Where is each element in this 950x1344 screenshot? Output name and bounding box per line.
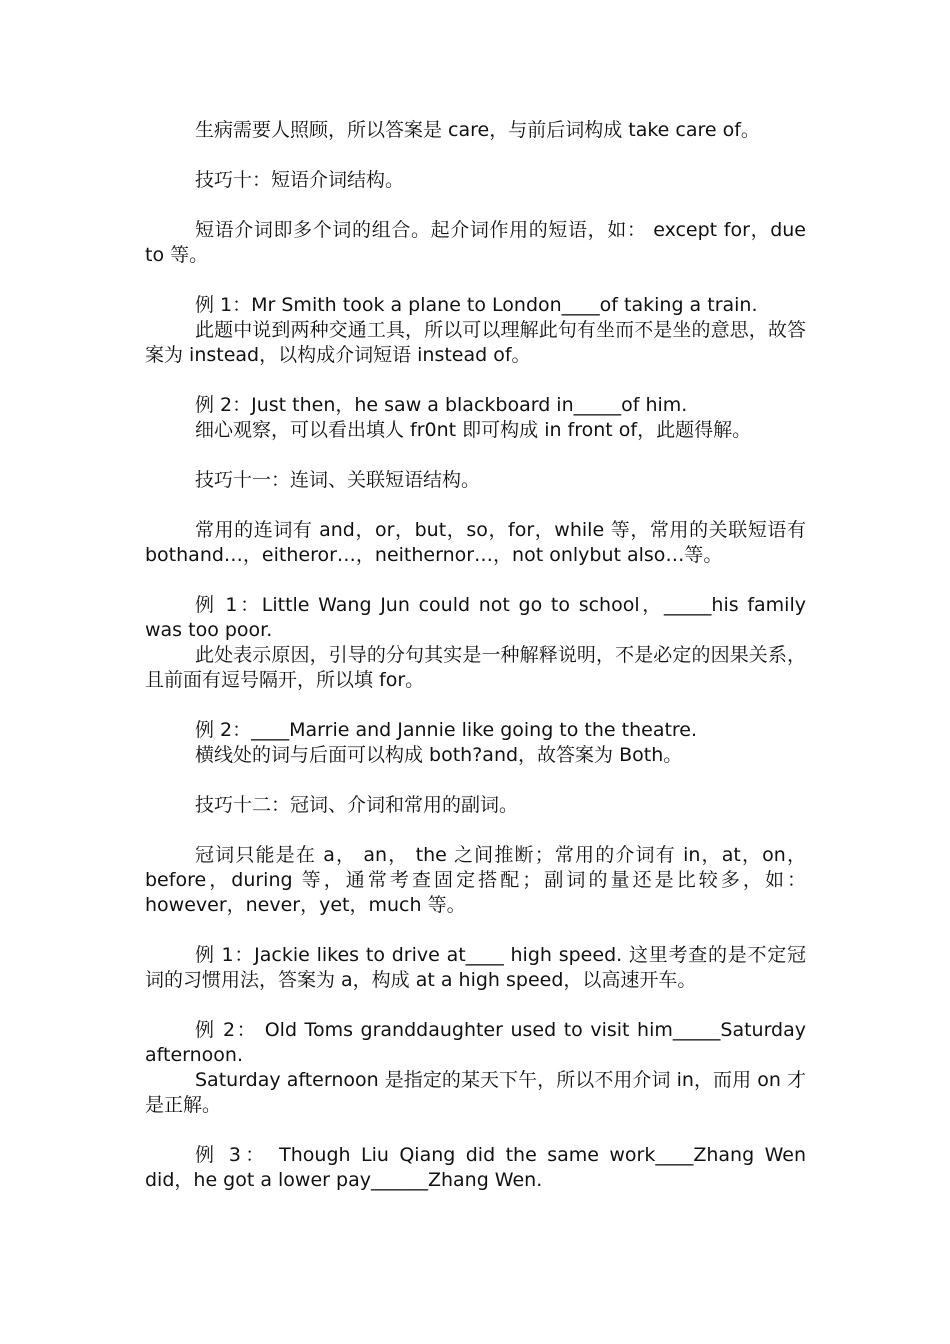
explanation-for: 此处表示原因，引导的分句其实是一种解释说明，不是必定的因果关系，且前面有逗号隔开，所以填 for。 [145, 644, 806, 691]
paragraph-gap [145, 768, 806, 793]
explanation-instead: 此题中说到两种交通工具，所以可以理解此句有坐而不是坐的意思，故答案为 instead，以构成介词短语 instead of。 [145, 319, 806, 366]
paragraph-gap [145, 1118, 806, 1143]
paragraph-gap [145, 918, 806, 943]
paragraph-gap [145, 693, 806, 718]
paragraph-gap [145, 568, 806, 593]
heading-tip-10: 技巧十：短语介词结构。 [195, 169, 405, 191]
paragraph-conjunctions-intro: 常用的连词有 and，or，but，so，for，while 等，常用的关联短语有 bothand…，eitheror…，neithernor…，not onlybut also…等。 [145, 519, 806, 566]
paragraph-gap [145, 993, 806, 1018]
paragraph-articles-intro: 冠词只能是在 a， an， the 之间推断；常用的介词有 in，at，on，before，during 等，通常考查固定搭配；副词的量还是比较多，如：however，never，yet，much 等。 [145, 844, 806, 916]
explanation-front: 细心观察，可以看出填人 fr0nt 即可构成 in front of，此题得解。 [195, 419, 752, 441]
paragraph-gap [145, 443, 806, 468]
paragraph-gap [145, 143, 806, 168]
example-1-high-speed: 例 1：Jackie likes to drive at____ high speed. 这里考查的是不定冠词的习惯用法，答案为 a，构成 at a high speed，以高速开车。 [145, 944, 806, 991]
paragraph-gap [145, 818, 806, 843]
example-2-front: 例 2：Just then，he saw a blackboard in_____of him. [195, 394, 688, 416]
example-1-instead: 例 1：Mr Smith took a plane to London____of taking a train. [195, 294, 758, 316]
example-3-same-work: 例 3： Though Liu Qiang did the same work____Zhang Wen did，he got a lower pay______Zhang Wen. [145, 1144, 806, 1191]
heading-tip-11: 技巧十一：连词、关联短语结构。 [195, 469, 481, 491]
heading-tip-12: 技巧十二：冠词、介词和常用的副词。 [195, 794, 519, 816]
explanation-both: 横线处的词与后面可以构成 both?and，故答案为 Both。 [195, 744, 683, 766]
paragraph-gap [145, 268, 806, 293]
example-2-both: 例 2：____Marrie and Jannie like going to the theatre. [195, 719, 698, 741]
paragraph-gap [145, 193, 806, 218]
paragraph-gap [145, 493, 806, 518]
paragraph-gap [145, 368, 806, 393]
example-1-for: 例 1：Little Wang Jun could not go to school，_____his family was too poor. [145, 594, 806, 641]
paragraph-care-answer: 生病需要人照顾，所以答案是 care，与前后词构成 take care of。 [195, 119, 760, 141]
explanation-saturday: Saturday afternoon 是指定的某天下午，所以不用介词 in，而用 on 才是正解。 [145, 1069, 806, 1116]
paragraph-phrase-preposition-intro: 短语介词即多个词的组合。起介词作用的短语，如： except for，due to 等。 [145, 219, 806, 266]
document-page [145, 118, 806, 1193]
example-2-saturday: 例 2： Old Toms granddaughter used to visit him_____Saturday afternoon. [145, 1019, 806, 1066]
